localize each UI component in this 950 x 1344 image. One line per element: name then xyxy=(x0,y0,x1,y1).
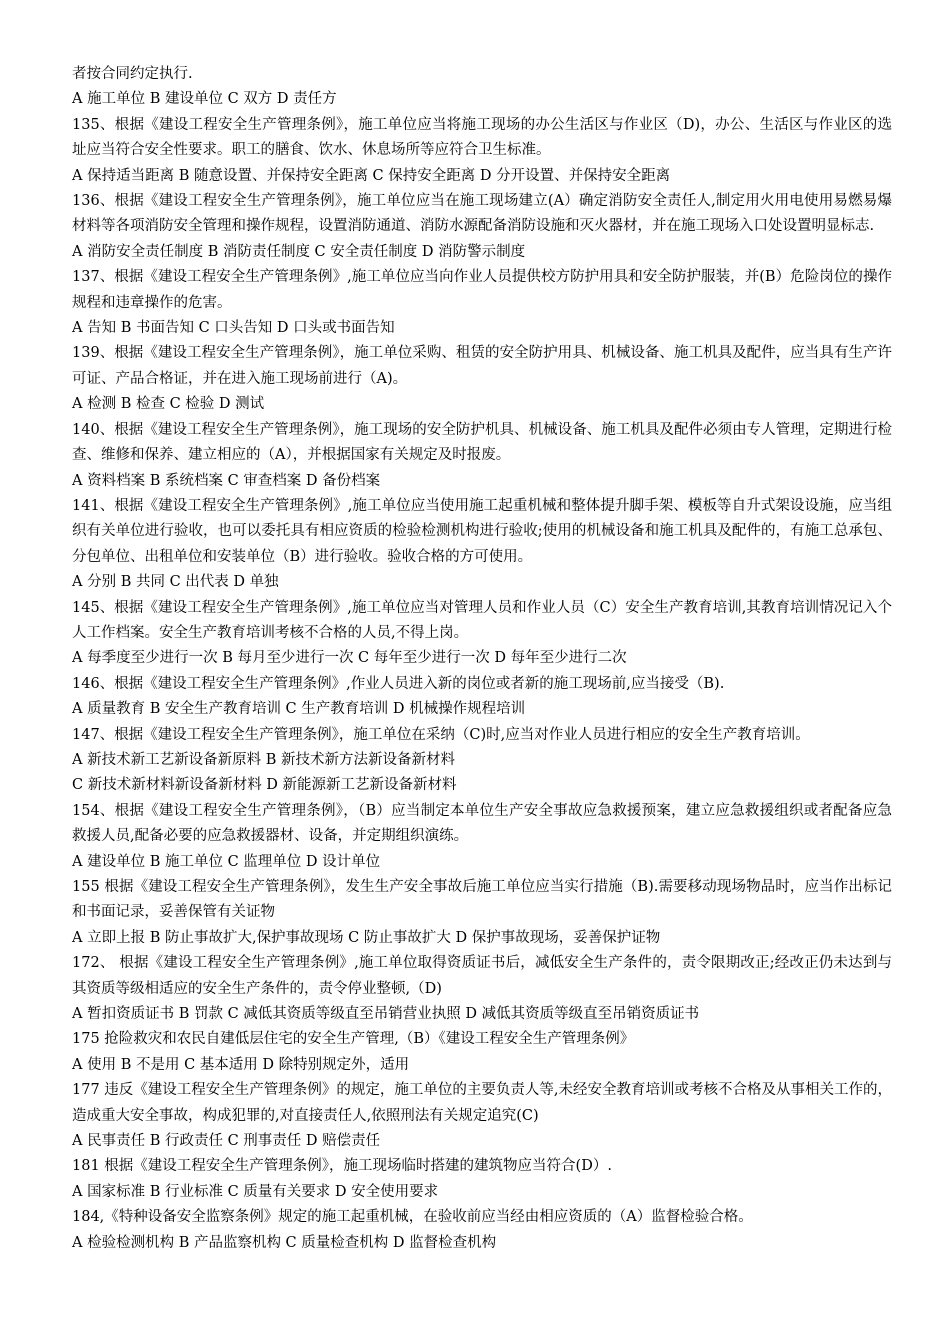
question-text: 者按合同约定执行. xyxy=(72,66,193,82)
answer-options: A 消防安全责任制度 B 消防责任制度 C 安全责任制度 D 消防警示制度 xyxy=(72,243,526,260)
question-text: 146、根据《建设工程安全生产管理条例》,作业人员进入新的岗位或者新的施工现场前,应当接受（B). xyxy=(72,675,725,692)
answer-options: A 使用 B 不是用 C 基本适用 D 除特别规定外，适用 xyxy=(72,1056,410,1073)
question-text: 147、根据《建设工程安全生产管理条例》，施工单位在采纳（C)时,应当对作业人员进行相应的安全生产教育培训。 xyxy=(72,726,810,743)
answer-options: A 分别 B 共同 C 出代表 D 单独 xyxy=(72,574,279,591)
question-text: 155 根据《建设工程安全生产管理条例》，发生生产安全事故后施工单位应当实行措施（B).需要移动现场物品时，应当作出标记和书面记录，妥善保管有关证物 xyxy=(72,879,892,921)
answer-options: A 施工单位 B 建设单位 C 双方 D 责任方 xyxy=(72,91,337,108)
question-text: 181 根据《建设工程安全生产管理条例》，施工现场临时搭建的建筑物应当符合(D）. xyxy=(72,1158,612,1175)
answer-options: A 检测 B 检查 C 检验 D 测试 xyxy=(72,396,265,413)
answer-options: A 资料档案 B 系统档案 C 审查档案 D 备份档案 xyxy=(72,472,381,489)
answer-options: A 检验检测机构 B 产品监察机构 C 质量检查机构 D 监督检查机构 xyxy=(72,1234,497,1251)
answer-options: A 立即上报 B 防止事故扩大,保护事故现场 C 防止事故扩大 D 保护事故现场，妥善保护证物 xyxy=(72,929,661,946)
question-text: 175 抢险救灾和农民自建低层住宅的安全生产管理,（B）《建设工程安全生产管理条例》 xyxy=(72,1031,635,1048)
question-text: 136、根据《建设工程安全生产管理条例》，施工单位应当在施工现场建立(A）确定消防安全责任人,制定用火用电使用易燃易爆材料等各项消防安全管理和操作规程，设置消防通道、消防水源配备消防设施和灭火器材，并在施工现场入口处设置明显标志. xyxy=(72,193,892,235)
answer-options: A 告知 B 书面告知 C 口头告知 D 口头或书面告知 xyxy=(72,320,395,337)
question-text: 172、 根据《建设工程安全生产管理条例》,施工单位取得资质证书后，减低安全生产条件的，责令限期改正;经改正仍未达到与其资质等级相适应的安全生产条件的，责令停业整顿,（D) xyxy=(72,955,892,997)
question-text: 184,《特种设备安全监察条例》规定的施工起重机械，在验收前应当经由相应资质的（A）监督检验合格。 xyxy=(72,1209,753,1226)
document-page xyxy=(72,62,892,1256)
question-text: 141、根据《建设工程安全生产管理条例》,施工单位应当使用施工起重机械和整体提升脚手架、模板等自升式架设设施，应当组织有关单位进行验收，也可以委托具有相应资质的检验检测机构进行验收;使用的机械设备和施工机具及配件的，有施工总承包、分包单位、出租单位和安装单位（B）进行验收。验收合格的方可使用。 xyxy=(72,497,892,565)
answer-options: A 民事责任 B 行政责任 C 刑事责任 D 赔偿责任 xyxy=(72,1133,381,1150)
answer-options: A 保持适当距离 B 随意设置、并保持安全距离 C 保持安全距离 D 分开设置、并保持安全距离 xyxy=(72,167,671,184)
answer-options: A 暂扣资质证书 B 罚款 C 减低其资质等级直至吊销营业执照 D 减低其资质等级直至吊销资质证书 xyxy=(72,1006,700,1023)
question-text: 145、根据《建设工程安全生产管理条例》,施工单位应当对管理人员和作业人员（C）安全生产教育培训,其教育培训情况记入个人工作档案。安全生产教育培训考核不合格的人员,不得上岗。 xyxy=(72,599,892,641)
question-text: 154、根据《建设工程安全生产管理条例》，（B）应当制定本单位生产安全事故应急救援预案，建立应急救援组织或者配备应急救援人员,配备必要的应急救援器材、设备，并定期组织演练。 xyxy=(72,802,892,845)
question-text: 137、根据《建设工程安全生产管理条例》,施工单位应当向作业人员提供校方防护用具和安全防护服装，并(B）危险岗位的操作规程和违章操作的危害。 xyxy=(72,269,892,311)
answer-options: A 质量教育 B 安全生产教育培训 C 生产教育培训 D 机械操作规程培训 xyxy=(72,701,526,718)
answer-options: A 建设单位 B 施工单位 C 监理单位 D 设计单位 xyxy=(72,853,381,870)
question-text: 135、根据《建设工程安全生产管理条例》，施工单位应当将施工现场的办公生活区与作业区（D)，办公、生活区与作业区的选址应当符合安全性要求。职工的膳食、饮水、休息场所等应符合卫生标准。 xyxy=(72,116,892,159)
answer-options: A 新技术新工艺新设备新原料 B 新技术新方法新设备新材料 xyxy=(72,751,455,768)
question-text: 177 违反《建设工程安全生产管理条例》的规定，施工单位的主要负责人等,未经安全教育培训或考核不合格及从事相关工作的，造成重大安全事故，构成犯罪的,对直接责任人,依照刑法有关规定追究(C) xyxy=(72,1082,892,1124)
question-text: 139、根据《建设工程安全生产管理条例》，施工单位采购、租赁的安全防护用具、机械设备、施工机具及配件，应当具有生产许可证、产品合格证，并在进入施工现场前进行（A)。 xyxy=(72,345,892,387)
question-text: 140、根据《建设工程安全生产管理条例》，施工现场的安全防护机具、机械设备、施工机具及配件必须由专人管理，定期进行检查、维修和保养、建立相应的（A），并根据国家有关规定及时报废。 xyxy=(72,421,892,464)
answer-options: A 国家标准 B 行业标准 C 质量有关要求 D 安全使用要求 xyxy=(72,1183,439,1200)
answer-options: C 新技术新材料新设备新材料 D 新能源新工艺新设备新材料 xyxy=(72,777,457,794)
answer-options: A 每季度至少进行一次 B 每月至少进行一次 C 每年至少进行一次 D 每年至少进行二次 xyxy=(72,650,627,667)
